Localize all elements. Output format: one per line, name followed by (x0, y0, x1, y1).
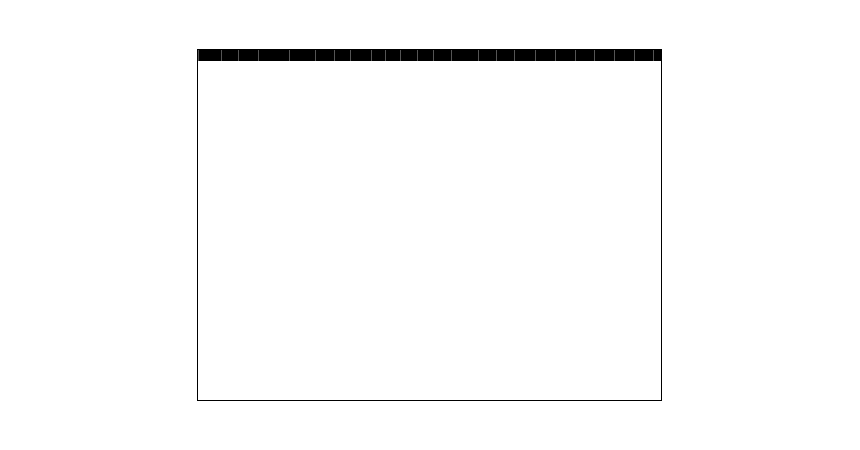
column-header (634, 50, 654, 61)
column-header (289, 50, 316, 61)
column-header (452, 50, 479, 61)
column-header (496, 50, 515, 61)
column-header (614, 50, 634, 61)
column-header (418, 50, 433, 61)
column-header (258, 50, 289, 61)
column-header (221, 50, 239, 61)
column-header (575, 50, 595, 61)
column-header (371, 50, 385, 61)
column-header (515, 50, 536, 61)
column-header (386, 50, 400, 61)
data-table (198, 50, 661, 400)
column-header (239, 50, 259, 61)
column-header (199, 50, 222, 61)
spreadsheet-page (197, 49, 662, 401)
column-header (556, 50, 576, 61)
column-header (433, 50, 452, 61)
column-header (351, 50, 372, 61)
column-header (479, 50, 497, 61)
column-header (400, 50, 418, 61)
column-header (535, 50, 556, 61)
column-header (334, 50, 350, 61)
column-header (316, 50, 335, 61)
column-header (654, 50, 661, 61)
table-header-row (199, 50, 662, 61)
column-header (595, 50, 615, 61)
